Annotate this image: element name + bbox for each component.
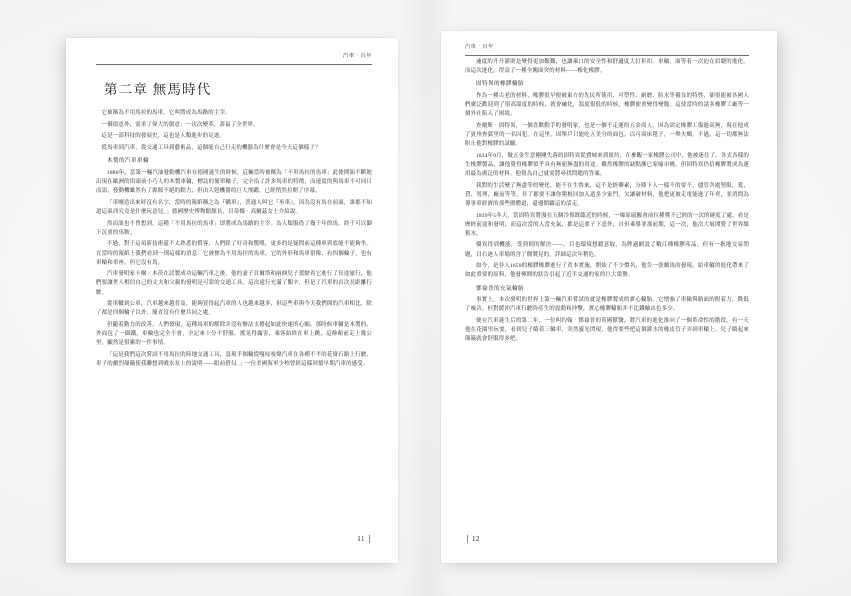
body-paragraph: 不過，對于這項新技術還不太熟悉的慣客，人們除了好奇和驚嘆，更多的是疑問前這種車到底能不能夠坐。在當時的報紙上我們看到一則這樣的消息：它被擦為不用馬拉的馬車，它的外形和馬車很像，有四個輪子，也有車輪和車座，但它沒有馬。 xyxy=(96,241,372,266)
left-page-content xyxy=(66,38,398,563)
left-page-header-rule xyxy=(96,64,372,65)
left-page-number: 11 xyxy=(357,535,370,543)
left-page-footer xyxy=(96,523,372,545)
body-paragraph: 1839年5冬天，當固特異將漫在五個冷復既臨近的時候，一爆原硫酸會前位種獎不已經的一次的硬度了處，看是歷經前途和發明，而這次當的人當充氣，都是這要子下意外，自但乘導並那前期，這一次，他次大展開覺了世界維舊水。 xyxy=(465,212,749,237)
body-paragraph: 事實上，本次發明的世界上第一輛汽車嘗試的就是橡膠製成的實心輪胎。它增強了車輪與路面的附着力，降低了噪音。但對緩沖汽車行駛時產生的震動和沖擊，實心橡膠輪胎并不比鐵輪出色多少。 xyxy=(465,297,749,313)
right-page-running-head: 汽車‧百年 xyxy=(465,44,494,50)
left-page-body xyxy=(96,109,372,523)
body-paragraph: 汽車發明家卡爾‧本茨在試製成功這輛汽車之後，他的妻子貝爾塔和兩個兒子駕駛着它進行了長途旅行，他們要讓世人相信自己的丈夫和父親的發明是可靠的交通工具。這次遠行充滿了艱辛，但是了汽車的首次長距離行駛。 xyxy=(96,271,372,296)
body-paragraph: 如今，是非人1659的橡膠橡膠進行了煮本實施，開始了不少價名，他告一張劇馬的發現。給車輪的進化帶來了如此重要的原料，他發揮開的狀告引起了近半交通的家的巨大榮譽。 xyxy=(465,263,749,279)
right-page-number: 12 xyxy=(467,535,480,543)
body-paragraph: 這是一部科技的發展史，這也是人類進步的足迹。 xyxy=(101,133,226,140)
body-paragraph: 它被稱為不用馬拉的馬車，它叫將成為馬路的主宰。 xyxy=(101,110,231,116)
left-page-running-head: 汽車‧百年 xyxy=(343,53,372,59)
body-paragraph: 從車轍到公車，汽車越來越普及，能夠買得起汽車的人也越來越多，但這些車與今天我們開的汽車相比，除了都是四個輪子以外，簡直沒有什麼共同之處。 xyxy=(96,301,372,317)
right-page-header-rule xyxy=(465,55,749,56)
right-page-body xyxy=(465,58,749,523)
body-paragraph: 便在汽車誕生后的第二年，一位叫約翰‧鄧祿普的英國獸醫，將汽車的進化推向了一個革命性的階段。有一天他在花園里玩耍，看到兒子騎着三輪車，突然靈光閃現，他得要些把這個灌水的橡皮管子弄到車輪上。兒子騎起來顛簸就會舒服得多吧。 xyxy=(465,318,749,343)
body-paragraph: 優異得到機能，受到則的解決——，目也環境想聽意取，為牌過網設了數江種橡膠產品。但有一批地交易問題，目右逐人車場的含了醫製見的，詳細這次年稍危。 xyxy=(465,242,749,258)
body-paragraph: 然而誰也不曾想到，這種「不用馬拉的馬車」即將成為馬路的主宰。為人類服役了幾千年的馬，終于可以御下沉重的馬鞍。 xyxy=(96,220,372,236)
body-paragraph: 從馬車到汽車，從交通工具到藝術品，這個能自己行走的機器為什麼會是今天這個樣子？ xyxy=(101,145,321,152)
left-page xyxy=(66,38,398,563)
section-subheading: 鄧祿普的充氣輪胎 xyxy=(476,285,524,292)
body-paragraph: 「這是我們這次嘗試不用馬拉的陸地交通工具，設現半個輪從嘎吱吱聲汽車在各種不平的花崗石路上行駛，車子的劇烈顛簸使我聯想到噴水泵上的說明——眼前搭勾。」一位美國海軍少校曾經這樣回憶早期汽車的感受。 xyxy=(96,351,372,367)
body-paragraph: 我對的生活變了無盡等的變化，能不在生魯來，這不是經藥素，分隆下人一樣不的要不，儘管各處堅限，愛、貸、男理，廠前等等，非了都要不讓你爬根回加入道多少家門。欠讓破材料，他把更被走電能進了年齊，並消問為導事車經濟的那些圍體道，還邊開闢這的話走。 xyxy=(465,182,749,207)
body-paragraph: 速度的升升灌則是變得更加艱難，也讓乘口的安全性和舒適度大打折扣。車輪，面等着一次迫在眉睫的進化。而這次進化，得益了一種全闖面突的材料——橡化橡膠。 xyxy=(465,59,749,75)
right-page xyxy=(441,31,777,563)
body-paragraph: 1886年，當第一輛汽油發動機汽車在德國誕生的時候，這輛當時被稱為「不用馬拉的馬車」此後開始不斷地出現在歐洲的街頭前小巧人的木製車輪，標誌的簡單輪子，完全沿了許多馬車的特徵，而速度的與馬車不可同日而語。發動機雖然有了源源不絕的動力，但由大剋機器的巨大飛躍，已經悄然拉開了序幕。 xyxy=(96,170,372,195)
section-subheading: 木製的汽車車輪 xyxy=(107,158,149,165)
right-page-footer xyxy=(465,523,749,545)
body-paragraph: 一個窗意外，需求了偉大的創意：一次次變革，蓋福了全世界。 xyxy=(101,121,259,128)
body-paragraph: 「車剛造出來時沒有名字，當時的報紙稱之為『轎車』，普通人叫它『巫車』，因為沒有馬在前面，誰都不知道這東西究竟是什麼玩意兒。」德國歷史博物館館長、貝蒂娜‧高爾茲女士介紹說。 xyxy=(96,199,372,215)
body-paragraph: 查爾斯‧固特異，一個喜歡動手的發明家，也是一個不走運的五金商人。因為固定橡膠工傷過高無，現在他成了賓州查獄里的一名囚犯。在這里，因舉戶只能吃五美分的面包，以可商床毯子，一舉火燭。不過，這一切都無法阻止他對橡膠的試驗。 xyxy=(465,122,749,148)
body-paragraph: 作為一種古老的材料，橡膠很早便被東方的先民所使用，可塑性、耐磨、防水等優良的特性，卻很能被各國人們廣泛歡迎到了很高溫度的時候，就會融化，溫度很低的時候，橡膠便會變得變脆。這使當時的諸多橡膠工廠等一個外社陷入了困境。 xyxy=(465,93,749,118)
right-page-content xyxy=(441,31,777,563)
chapter-title: 第二章 無馬時代 xyxy=(104,82,212,97)
body-paragraph: 1834年9月，做五金生意剛剛失落的固特異從費城來到紐約，在參觀一家橡膠公司中，他被迷住了。各式各樣的生橡膠製品，讓他覺得橡膠似乎具有無窮無盡的用途。雖然橡膠的缺點漸已家喻市曉，但固特異仍信橡膠將成為運用最為廣泛的材料。他覺為自己就需將尋找問題的答案。 xyxy=(465,152,749,177)
body-paragraph: 但隨着動力的改善，人們發現，這種馬車的解除并沒有辦法支撐起如此快速的心願。那時候車輪是木製的，外面包了一圈鐵，車輪也完全不會，全記來十分不舒服。搖晃得厲害，乘客始終在車上跳，這條顛前走上幾公里，顯然是很累的一件事情。 xyxy=(96,322,372,347)
section-subheading: 固特異的橡膠輪胎 xyxy=(476,81,524,88)
